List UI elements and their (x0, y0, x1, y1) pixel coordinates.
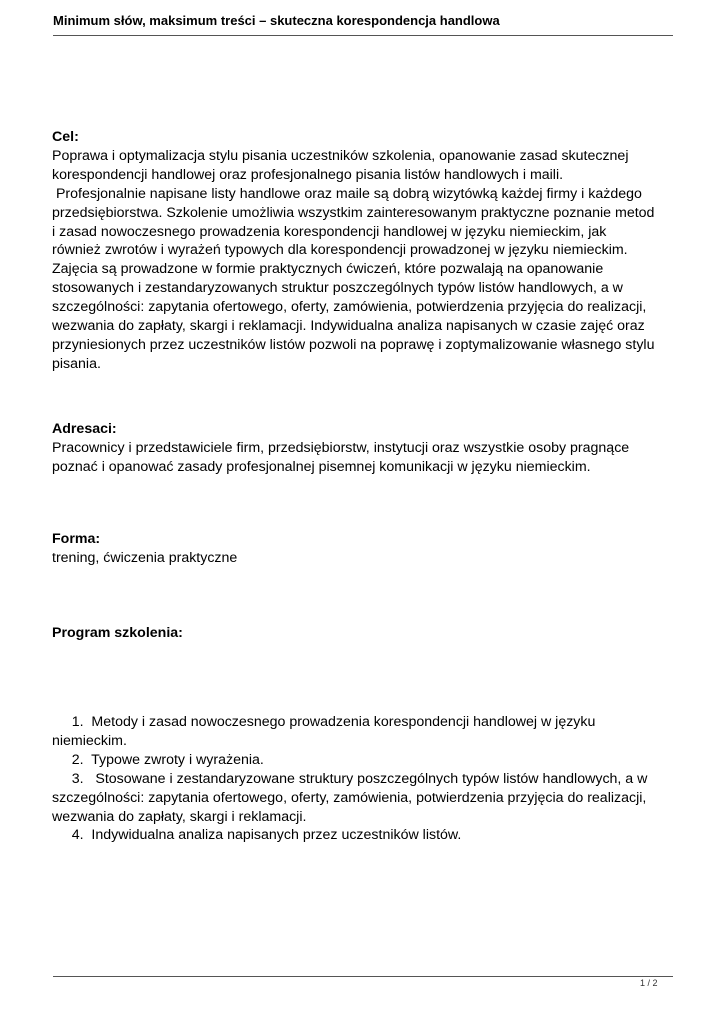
cel-line: również zwrotów i wyrażeń typowych dla korespondencji prowadzonej w języku niemieckim. (52, 242, 628, 259)
section-cel (52, 128, 677, 374)
cel-line: przyniesionych przez uczestników listów pozwoli na poprawę i zoptymalizowanie własnego stylu (52, 336, 655, 353)
page-number: 1 / 2 (640, 978, 658, 988)
cel-line: pisania. (52, 355, 101, 372)
section-forma (52, 530, 677, 568)
program-list-line: 4. Indywidualna analiza napisanych przez uczestników listów. (52, 827, 462, 844)
cel-line: wezwania do zapłaty, skargi i reklamacji. Indywidualna analiza napisanych w czasie zajęć oraz (52, 318, 645, 335)
cel-line: korespondencji handlowej oraz profesjonalnego pisania listów handlowych i maili. (52, 166, 564, 183)
section-program-heading (52, 624, 677, 643)
program-list-line: 3. Stosowane i zestandaryzowane struktury poszczególnych typów listów handlowych, a w (52, 770, 648, 787)
cel-line: Poprawa i optymalizacja stylu pisania uczestników szkolenia, opanowanie zasad skutecznej (52, 147, 629, 164)
adresaci-line: poznać i opanować zasady profesjonalnej pisemnej komunikacji w języku niemieckim. (52, 458, 591, 475)
cel-line: Zajęcia są prowadzone w formie praktycznych ćwiczeń, które pozwalają na opanowanie (52, 261, 604, 278)
program-list-line: niemieckim. (52, 732, 127, 749)
footer-divider (53, 976, 673, 977)
program-list-line: 2. Typowe zwroty i wyrażenia. (52, 751, 264, 768)
program-list-line: szczególności: zapytania ofertowego, oferty, zamówienia, potwierdzenia przyjęcia do realizacji, (52, 789, 647, 806)
cel-line: stosowanych i zestandaryzowanych struktur poszczególnych typów listów handlowych, a w (52, 280, 623, 297)
program-list-line: wezwania do zapłaty, skargi i reklamacji. (52, 808, 307, 825)
program-list (52, 713, 677, 845)
cel-line: szczególności: zapytania ofertowego, oferty, zamówienia, potwierdzenia przyjęcia do realizacji, (52, 299, 647, 316)
section-adresaci (52, 420, 677, 477)
header-divider (53, 35, 673, 36)
section-heading-cel: Cel: (52, 129, 79, 145)
program-list-line: 1. Metody i zasad nowoczesnego prowadzenia korespondencji handlowej w języku (52, 714, 596, 730)
cel-line: i zasad nowoczesnego prowadzenia korespondencji handlowej w języku niemieckim, jak (52, 223, 607, 240)
section-heading-forma: Forma: (52, 531, 101, 547)
forma-line: trening, ćwiczenia praktyczne (52, 549, 238, 566)
document-header-title: Minimum słów, maksimum treści – skuteczna korespondencja handlowa (53, 13, 500, 28)
section-heading-program: Program szkolenia: (52, 625, 183, 641)
section-heading-adresaci: Adresaci: (52, 421, 117, 437)
adresaci-line: Pracownicy i przedstawiciele firm, przedsiębiorstw, instytucji oraz wszystkie osoby pragnące (52, 439, 630, 456)
cel-line: Profesjonalnie napisane listy handlowe oraz maile są dobrą wizytówką każdej firmy i każdego (52, 185, 642, 202)
cel-line: przedsiębiorstwa. Szkolenie umożliwia wszystkim zainteresowanym praktyczne poznanie metod (52, 204, 655, 221)
